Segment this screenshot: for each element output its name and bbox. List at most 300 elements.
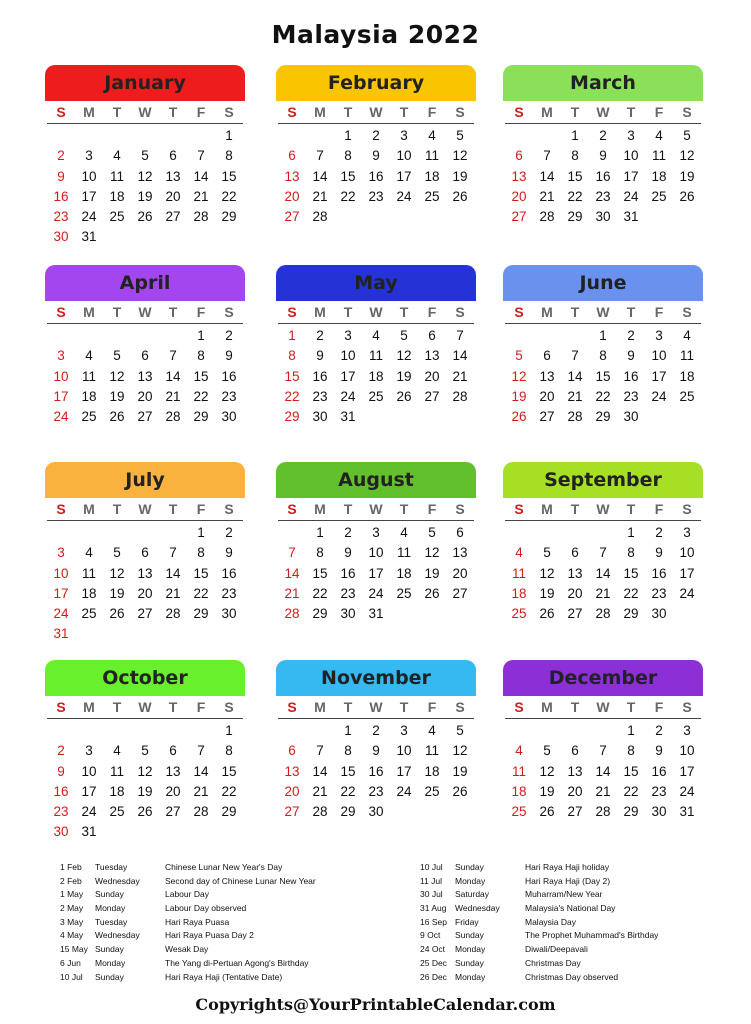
month-header: August xyxy=(276,462,476,498)
day-cell: 25 xyxy=(679,388,695,404)
day-cell: 24 xyxy=(396,783,412,799)
day-cell: 12 xyxy=(137,763,153,779)
day-cell: 21 xyxy=(595,783,611,799)
day-cell: 7 xyxy=(316,148,324,164)
day-cell: 26 xyxy=(511,409,527,425)
empty-cell xyxy=(533,721,561,741)
day-cell: 14 xyxy=(595,565,611,581)
day-cell: 19 xyxy=(679,168,695,184)
weekday-label: S xyxy=(682,104,692,120)
day-cell: 31 xyxy=(53,626,69,642)
day-grid xyxy=(505,523,701,624)
day-cell: 14 xyxy=(193,168,209,184)
day-cell: 23 xyxy=(368,188,384,204)
day-cell: 11 xyxy=(651,148,666,164)
day-cell: 30 xyxy=(53,824,69,840)
day-cell: 8 xyxy=(316,545,324,561)
weekday-label: T xyxy=(626,501,636,517)
day-cell: 30 xyxy=(312,409,328,425)
day-cell: 12 xyxy=(539,763,555,779)
month-header: January xyxy=(45,65,245,101)
day-cell: 24 xyxy=(81,804,97,820)
day-cell: 2 xyxy=(627,328,635,343)
day-cell: 11 xyxy=(679,348,694,364)
day-cell: 24 xyxy=(53,606,69,622)
day-cell: 11 xyxy=(424,743,439,759)
day-cell: 5 xyxy=(141,148,149,164)
day-cell: 9 xyxy=(344,545,352,561)
day-cell: 18 xyxy=(424,168,440,184)
weekday-label: T xyxy=(399,104,409,120)
day-cell: 14 xyxy=(452,348,468,364)
day-cell: 27 xyxy=(284,804,300,820)
month-header: December xyxy=(503,660,703,696)
day-cell: 21 xyxy=(193,188,209,204)
day-cell: 30 xyxy=(368,804,384,820)
day-grid xyxy=(505,326,701,427)
day-grid xyxy=(47,721,243,843)
day-cell: 8 xyxy=(627,743,635,759)
holiday-day: Sunday xyxy=(95,944,124,955)
day-cell: 23 xyxy=(368,783,384,799)
day-cell: 6 xyxy=(141,348,149,364)
weekday-label: T xyxy=(168,501,178,517)
day-cell: 8 xyxy=(627,545,635,561)
day-grid xyxy=(47,326,243,427)
holiday-name: Hari Raya Puasa xyxy=(165,916,230,927)
holiday-name: Hari Raya Haji holiday xyxy=(525,862,610,872)
month-september xyxy=(503,462,703,652)
day-cell: 7 xyxy=(169,545,177,561)
weekday-label: T xyxy=(168,104,178,120)
day-cell: 16 xyxy=(651,565,667,581)
weekday-label: S xyxy=(682,501,692,517)
day-cell: 21 xyxy=(165,585,181,601)
weekday-label: M xyxy=(83,104,95,120)
day-cell: 16 xyxy=(221,368,237,384)
day-cell: 16 xyxy=(623,368,639,384)
day-cell: 21 xyxy=(312,188,328,204)
day-cell: 2 xyxy=(344,525,352,540)
day-cell: 21 xyxy=(165,388,181,404)
month-november xyxy=(276,660,476,850)
day-cell: 23 xyxy=(221,585,237,601)
day-cell: 7 xyxy=(543,148,551,164)
day-cell: 9 xyxy=(599,148,607,164)
weekday-header xyxy=(505,696,701,719)
weekday-label: S xyxy=(682,699,692,715)
day-cell: 11 xyxy=(109,763,124,779)
weekday-label: S xyxy=(455,699,465,715)
day-cell: 28 xyxy=(595,606,611,622)
month-january xyxy=(45,65,245,255)
weekday-label: W xyxy=(596,104,610,120)
holiday-date: 1 Feb xyxy=(60,862,82,872)
day-grid xyxy=(47,126,243,248)
day-cell: 16 xyxy=(595,168,611,184)
day-cell: 5 xyxy=(113,348,121,364)
weekday-label: S xyxy=(455,501,465,517)
day-cell: 30 xyxy=(221,606,237,622)
weekday-label: F xyxy=(654,304,664,320)
day-cell: 7 xyxy=(456,328,464,343)
day-cell: 28 xyxy=(312,804,328,820)
day-cell: 10 xyxy=(623,148,639,164)
weekday-label: F xyxy=(196,501,206,517)
day-cell: 3 xyxy=(683,723,691,738)
day-cell: 1 xyxy=(225,723,233,738)
day-cell: 25 xyxy=(396,585,412,601)
day-cell: 29 xyxy=(312,606,328,622)
weekday-label: W xyxy=(138,699,152,715)
day-cell: 13 xyxy=(567,565,583,581)
day-cell: 27 xyxy=(452,585,468,601)
day-cell: 3 xyxy=(57,545,65,561)
day-cell: 17 xyxy=(679,565,695,581)
month-december xyxy=(503,660,703,850)
day-cell: 11 xyxy=(396,545,411,561)
day-cell: 8 xyxy=(225,148,233,164)
empty-cell xyxy=(75,523,103,543)
day-cell: 28 xyxy=(567,409,583,425)
day-cell: 15 xyxy=(312,565,328,581)
weekday-label: M xyxy=(83,699,95,715)
day-cell: 14 xyxy=(284,565,300,581)
holiday-name: Malaysia's National Day xyxy=(525,903,616,914)
day-cell: 27 xyxy=(567,804,583,820)
day-cell: 29 xyxy=(193,409,209,425)
empty-cell xyxy=(47,126,75,146)
weekday-label: S xyxy=(56,501,66,517)
weekday-label: W xyxy=(138,104,152,120)
weekday-label: F xyxy=(654,104,664,120)
day-cell: 28 xyxy=(595,804,611,820)
day-cell: 1 xyxy=(197,328,205,343)
day-cell: 25 xyxy=(651,188,667,204)
day-cell: 5 xyxy=(543,545,551,561)
day-cell: 7 xyxy=(288,545,296,561)
day-cell: 18 xyxy=(396,565,412,581)
day-cell: 14 xyxy=(165,565,181,581)
day-cell: 18 xyxy=(81,585,97,601)
weekday-label: T xyxy=(570,104,580,120)
empty-cell xyxy=(159,126,187,146)
month-february xyxy=(276,65,476,255)
day-cell: 9 xyxy=(372,148,380,164)
empty-cell xyxy=(187,721,215,741)
day-cell: 20 xyxy=(567,783,583,799)
empty-cell xyxy=(533,326,561,346)
holiday-name: Christmas Day xyxy=(525,957,581,968)
weekday-label: S xyxy=(56,104,66,120)
day-cell: 12 xyxy=(137,168,153,184)
day-cell: 22 xyxy=(221,783,237,799)
day-cell: 1 xyxy=(197,525,205,540)
day-cell: 26 xyxy=(452,783,468,799)
day-cell: 27 xyxy=(284,209,300,225)
holiday-day: Wednesday xyxy=(95,930,140,941)
day-cell: 5 xyxy=(428,525,436,540)
day-grid xyxy=(278,126,474,227)
day-cell: 3 xyxy=(372,525,380,540)
day-cell: 5 xyxy=(400,328,408,343)
weekday-label: S xyxy=(287,501,297,517)
day-cell: 10 xyxy=(81,763,97,779)
day-cell: 3 xyxy=(344,328,352,343)
day-cell: 31 xyxy=(81,824,97,840)
day-cell: 4 xyxy=(113,743,121,759)
day-cell: 29 xyxy=(193,606,209,622)
day-cell: 14 xyxy=(567,368,583,384)
day-cell: 20 xyxy=(137,585,153,601)
day-cell: 29 xyxy=(221,209,237,225)
holiday-date: 4 May xyxy=(60,930,84,941)
day-cell: 27 xyxy=(165,209,181,225)
weekday-label: T xyxy=(343,699,353,715)
day-cell: 10 xyxy=(53,565,69,581)
day-cell: 4 xyxy=(515,743,523,759)
weekday-label: W xyxy=(596,699,610,715)
weekday-label: W xyxy=(596,304,610,320)
day-cell: 19 xyxy=(539,783,555,799)
day-cell: 17 xyxy=(651,368,667,384)
day-cell: 22 xyxy=(284,388,300,404)
holiday-day: Monday xyxy=(95,957,126,968)
empty-cell xyxy=(131,721,159,741)
day-cell: 25 xyxy=(424,188,440,204)
holiday-date: 16 Sep xyxy=(420,916,447,927)
day-cell: 21 xyxy=(539,188,555,204)
day-cell: 23 xyxy=(312,388,328,404)
weekday-header xyxy=(47,101,243,124)
weekday-label: T xyxy=(399,304,409,320)
weekday-header xyxy=(47,696,243,719)
day-cell: 20 xyxy=(511,188,527,204)
weekday-header xyxy=(278,301,474,324)
weekday-label: S xyxy=(287,104,297,120)
day-cell: 8 xyxy=(225,743,233,759)
day-cell: 29 xyxy=(595,409,611,425)
empty-cell xyxy=(75,721,103,741)
day-cell: 19 xyxy=(396,368,412,384)
day-cell: 28 xyxy=(452,388,468,404)
weekday-label: W xyxy=(596,501,610,517)
day-cell: 26 xyxy=(424,585,440,601)
weekday-label: T xyxy=(112,501,122,517)
day-grid xyxy=(505,721,701,822)
holiday-date: 26 Dec xyxy=(420,971,447,982)
day-cell: 3 xyxy=(400,723,408,738)
weekday-label: S xyxy=(287,304,297,320)
empty-cell xyxy=(505,326,533,346)
day-cell: 4 xyxy=(85,348,93,364)
day-cell: 29 xyxy=(221,804,237,820)
day-cell: 21 xyxy=(193,783,209,799)
day-cell: 1 xyxy=(288,328,296,343)
day-cell: 16 xyxy=(53,783,69,799)
day-cell: 2 xyxy=(599,128,607,143)
empty-cell xyxy=(159,523,187,543)
day-cell: 24 xyxy=(368,585,384,601)
day-cell: 29 xyxy=(567,209,583,225)
day-cell: 21 xyxy=(595,585,611,601)
day-cell: 9 xyxy=(225,545,233,561)
weekday-label: S xyxy=(514,304,524,320)
day-cell: 4 xyxy=(400,525,408,540)
day-cell: 4 xyxy=(113,148,121,164)
holiday-date: 25 Dec xyxy=(420,957,447,968)
day-cell: 30 xyxy=(340,606,356,622)
day-cell: 13 xyxy=(137,368,153,384)
day-cell: 1 xyxy=(344,723,352,738)
weekday-label: T xyxy=(626,104,636,120)
empty-cell xyxy=(131,126,159,146)
holiday-date: 10 Jul xyxy=(420,862,443,872)
weekday-label: W xyxy=(369,104,383,120)
month-june xyxy=(503,265,703,455)
empty-cell xyxy=(47,721,75,741)
day-cell: 21 xyxy=(284,585,300,601)
day-cell: 14 xyxy=(312,168,328,184)
holiday-day: Monday xyxy=(455,944,486,955)
weekday-label: T xyxy=(112,304,122,320)
empty-cell xyxy=(505,126,533,146)
day-cell: 22 xyxy=(312,585,328,601)
day-cell: 8 xyxy=(197,545,205,561)
weekday-header xyxy=(278,498,474,521)
day-cell: 26 xyxy=(396,388,412,404)
day-cell: 19 xyxy=(109,585,125,601)
day-cell: 12 xyxy=(424,545,440,561)
day-cell: 20 xyxy=(539,388,555,404)
day-cell: 6 xyxy=(288,743,296,759)
month-header: September xyxy=(503,462,703,498)
weekday-label: M xyxy=(83,304,95,320)
day-cell: 26 xyxy=(539,606,555,622)
day-cell: 17 xyxy=(396,763,412,779)
day-cell: 24 xyxy=(679,783,695,799)
day-cell: 25 xyxy=(81,409,97,425)
weekday-label: W xyxy=(369,304,383,320)
day-cell: 8 xyxy=(197,348,205,364)
day-cell: 11 xyxy=(109,168,124,184)
day-cell: 12 xyxy=(109,565,125,581)
day-cell: 18 xyxy=(81,388,97,404)
day-cell: 28 xyxy=(193,209,209,225)
day-cell: 3 xyxy=(85,743,93,759)
day-cell: 2 xyxy=(225,328,233,343)
day-cell: 23 xyxy=(53,209,69,225)
empty-cell xyxy=(505,523,533,543)
weekday-label: F xyxy=(427,304,437,320)
empty-cell xyxy=(589,721,617,741)
month-header: July xyxy=(45,462,245,498)
empty-cell xyxy=(47,326,75,346)
weekday-label: T xyxy=(168,699,178,715)
holiday-name: Malaysia Day xyxy=(525,916,577,927)
day-cell: 30 xyxy=(221,409,237,425)
day-cell: 3 xyxy=(400,128,408,143)
weekday-label: S xyxy=(224,699,234,715)
weekday-label: F xyxy=(654,699,664,715)
day-grid xyxy=(278,721,474,822)
day-cell: 13 xyxy=(165,763,181,779)
holiday-name: The Yang di-Pertuan Agong's Birthday xyxy=(165,957,309,968)
day-cell: 4 xyxy=(85,545,93,561)
weekday-label: T xyxy=(112,104,122,120)
day-cell: 15 xyxy=(567,168,583,184)
day-cell: 10 xyxy=(340,348,356,364)
holiday-date: 31 Aug xyxy=(420,903,447,914)
day-cell: 3 xyxy=(85,148,93,164)
day-cell: 8 xyxy=(571,148,579,164)
day-cell: 24 xyxy=(81,209,97,225)
day-cell: 17 xyxy=(623,168,639,184)
day-cell: 7 xyxy=(197,148,205,164)
weekday-label: T xyxy=(399,699,409,715)
day-cell: 19 xyxy=(539,585,555,601)
day-cell: 25 xyxy=(368,388,384,404)
holiday-day: Friday xyxy=(455,916,479,927)
day-cell: 19 xyxy=(511,388,527,404)
day-cell: 26 xyxy=(539,804,555,820)
empty-cell xyxy=(561,326,589,346)
day-cell: 12 xyxy=(511,368,527,384)
weekday-label: T xyxy=(626,304,636,320)
weekday-label: F xyxy=(196,304,206,320)
weekday-label: T xyxy=(626,699,636,715)
weekday-label: T xyxy=(168,304,178,320)
weekday-label: S xyxy=(224,104,234,120)
holiday-date: 9 Oct xyxy=(420,930,441,941)
empty-cell xyxy=(505,721,533,741)
day-cell: 5 xyxy=(515,348,523,364)
day-cell: 15 xyxy=(193,368,209,384)
day-cell: 6 xyxy=(456,525,464,540)
day-cell: 14 xyxy=(193,763,209,779)
day-cell: 8 xyxy=(288,348,296,364)
day-cell: 5 xyxy=(456,128,464,143)
day-cell: 10 xyxy=(81,168,97,184)
day-cell: 29 xyxy=(623,606,639,622)
weekday-label: S xyxy=(455,304,465,320)
day-cell: 28 xyxy=(312,209,328,225)
day-cell: 18 xyxy=(679,368,695,384)
holiday-day: Sunday xyxy=(95,971,124,982)
day-cell: 17 xyxy=(396,168,412,184)
day-cell: 13 xyxy=(284,168,300,184)
day-cell: 28 xyxy=(539,209,555,225)
weekday-label: S xyxy=(514,104,524,120)
weekday-header xyxy=(47,498,243,521)
weekday-label: T xyxy=(112,699,122,715)
holiday-date: 6 Jun xyxy=(60,957,81,968)
day-cell: 20 xyxy=(424,368,440,384)
day-cell: 13 xyxy=(511,168,527,184)
holiday-day: Wednesday xyxy=(455,903,500,914)
holiday-name: Christmas Day observed xyxy=(525,971,619,982)
weekday-label: S xyxy=(682,304,692,320)
day-cell: 17 xyxy=(679,763,695,779)
day-cell: 9 xyxy=(225,348,233,364)
day-grid xyxy=(278,523,474,624)
day-cell: 20 xyxy=(567,585,583,601)
day-cell: 29 xyxy=(623,804,639,820)
day-cell: 14 xyxy=(595,763,611,779)
day-cell: 15 xyxy=(340,763,356,779)
holiday-day: Tuesday xyxy=(95,862,128,872)
day-cell: 14 xyxy=(539,168,555,184)
